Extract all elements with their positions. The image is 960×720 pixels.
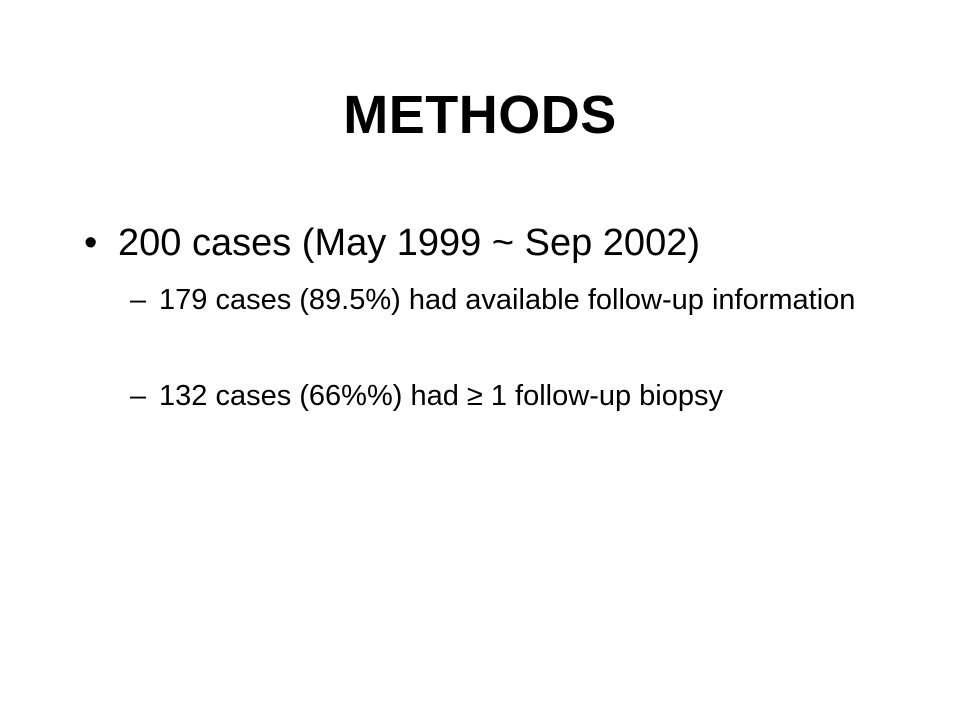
bullet-text: 200 cases (May 1999 ~ Sep 2002)	[118, 222, 700, 264]
bullet-dot-icon: •	[84, 222, 98, 264]
dash-marker-icon: –	[130, 380, 147, 412]
dash-marker-icon: –	[130, 284, 147, 316]
sub-bullet-text: 132 cases (66%%) had ≥ 1 follow-up biopsy	[159, 380, 723, 412]
sub-bullet-text: 179 cases (89.5%) had available follow-up information	[159, 284, 856, 316]
slide-title: METHODS	[343, 85, 617, 145]
